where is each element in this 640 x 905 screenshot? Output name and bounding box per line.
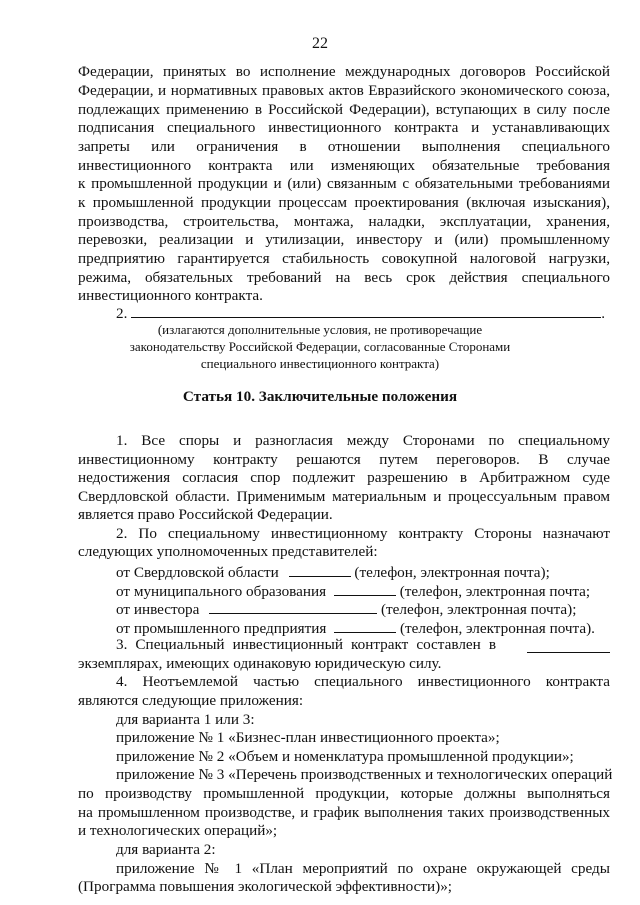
text-line: инвестиционному контракту решаются путем переговоров. В случае bbox=[78, 451, 610, 468]
appendix-line: и технологических операций»; bbox=[78, 822, 278, 839]
text-line: 2. По специальному инвестиционному контракту Стороны назначают bbox=[116, 525, 610, 542]
item-2-end: . bbox=[601, 305, 605, 322]
text-line: инвестиционного контракта или изменяющих обязательные требования bbox=[78, 157, 610, 174]
rep-contacts: (телефон, электронная почта); bbox=[380, 601, 577, 618]
fill-in-blank bbox=[334, 618, 396, 633]
text-line: к промышленной продукции и (или) связанным с обязательными требованиями bbox=[78, 175, 610, 192]
rep-label: от Свердловской области bbox=[116, 564, 279, 581]
fill-in-blank bbox=[334, 581, 396, 596]
article-title: Статья 10. Заключительные положения bbox=[182, 388, 458, 405]
text-line: 4. Неотъемлемой частью специального инвестиционного контракта bbox=[116, 673, 610, 690]
text-line: подписания специального инвестиционного контракта и устанавливающих bbox=[78, 119, 610, 136]
text-line: к промышленной продукции процессам проектирования (включая изыскания), bbox=[78, 194, 610, 211]
text-line: инвестиционного контракта. bbox=[78, 287, 263, 304]
text-line: производства, строительства, монтажа, наладки, эксплуатации, хранения, bbox=[78, 213, 610, 230]
text-line: недостижения согласия спор подлежит разрешению в Арбитражном суде bbox=[78, 469, 610, 486]
text-line: запреты или ограничения в отношении выполнения специального bbox=[78, 138, 610, 155]
appendix-line: приложение № 3 «Перечень производственных и технологических операций bbox=[116, 766, 613, 783]
representative-row bbox=[116, 599, 610, 619]
page-number: 22 bbox=[312, 35, 328, 52]
item-2-line bbox=[116, 303, 610, 323]
representative-row bbox=[116, 562, 610, 582]
note-line: специального инвестиционного контракта) bbox=[200, 356, 440, 371]
text-line: является право Российской Федерации. bbox=[78, 506, 333, 523]
text-line: Свердловской области. Применимым материальным и процессуальным правом bbox=[78, 488, 610, 505]
rep-label: от промышленного предприятия bbox=[116, 620, 327, 637]
variant-label: для варианта 1 или 3: bbox=[116, 711, 255, 728]
text-line: 3. Специальный инвестиционный контракт составлен в bbox=[116, 636, 496, 653]
text-line: экземплярах, имеющих одинаковую юридическую силу. bbox=[78, 655, 442, 672]
note-line: (излагаются дополнительные условия, не противоречащие bbox=[157, 322, 483, 337]
text-line: предприятию гарантируется стабильность совокупной налоговой нагрузки, bbox=[78, 250, 610, 267]
appendix-line: приложение № 1 «План мероприятий по охране окружающей среды bbox=[116, 860, 610, 877]
appendix-line: приложение № 1 «Бизнес-план инвестиционного проекта»; bbox=[116, 729, 500, 746]
appendix-line: (Программа повышения экологической эффективности)»; bbox=[78, 878, 453, 895]
fill-in-blank bbox=[289, 562, 351, 577]
appendix-line: на промышленном производстве, и график выполнения таких производственных bbox=[78, 804, 610, 821]
text-line: подлежащих применению в Российской Федерации), вступающих в силу после bbox=[78, 101, 610, 118]
representative-row bbox=[116, 618, 610, 638]
fill-in-blank bbox=[131, 303, 601, 318]
text-line: следующих уполномоченных представителей: bbox=[78, 543, 378, 560]
text-line: Федерации, и нормативных правовых актов Евразийского экономического союза, bbox=[78, 82, 610, 99]
variant-label: для варианта 2: bbox=[116, 841, 216, 858]
rep-contacts: (телефон, электронная почта). bbox=[399, 620, 595, 637]
item-2-number: 2. bbox=[116, 305, 128, 322]
appendix-line: приложение № 2 «Объем и номенклатура промышленной продукции»; bbox=[116, 748, 574, 765]
representative-row bbox=[116, 581, 610, 601]
rep-label: от муниципального образования bbox=[116, 583, 327, 600]
text-line: Федерации, принятых во исполнение международных договоров Российской bbox=[78, 63, 610, 80]
text-line: 1. Все споры и разногласия между Сторонами по специальному bbox=[116, 432, 610, 449]
text-line: являются следующие приложения: bbox=[78, 692, 304, 709]
fill-in-blank bbox=[209, 599, 377, 614]
note-line: законодательству Российской Федерации, согласованные Сторонами bbox=[129, 339, 511, 354]
appendix-line: по производству промышленной продукции, которые должны выполняться bbox=[78, 785, 610, 802]
rep-contacts: (телефон, электронная почта; bbox=[399, 583, 591, 600]
fill-in-blank bbox=[527, 638, 610, 653]
text-line: перевозки, реализации и утилизации, инвестору и (или) промышленному bbox=[78, 231, 610, 248]
text-line: режима, обязательных требований на весь срок действия специального bbox=[78, 269, 610, 286]
rep-label: от инвестора bbox=[116, 601, 200, 618]
rep-contacts: (телефон, электронная почта); bbox=[354, 564, 550, 581]
